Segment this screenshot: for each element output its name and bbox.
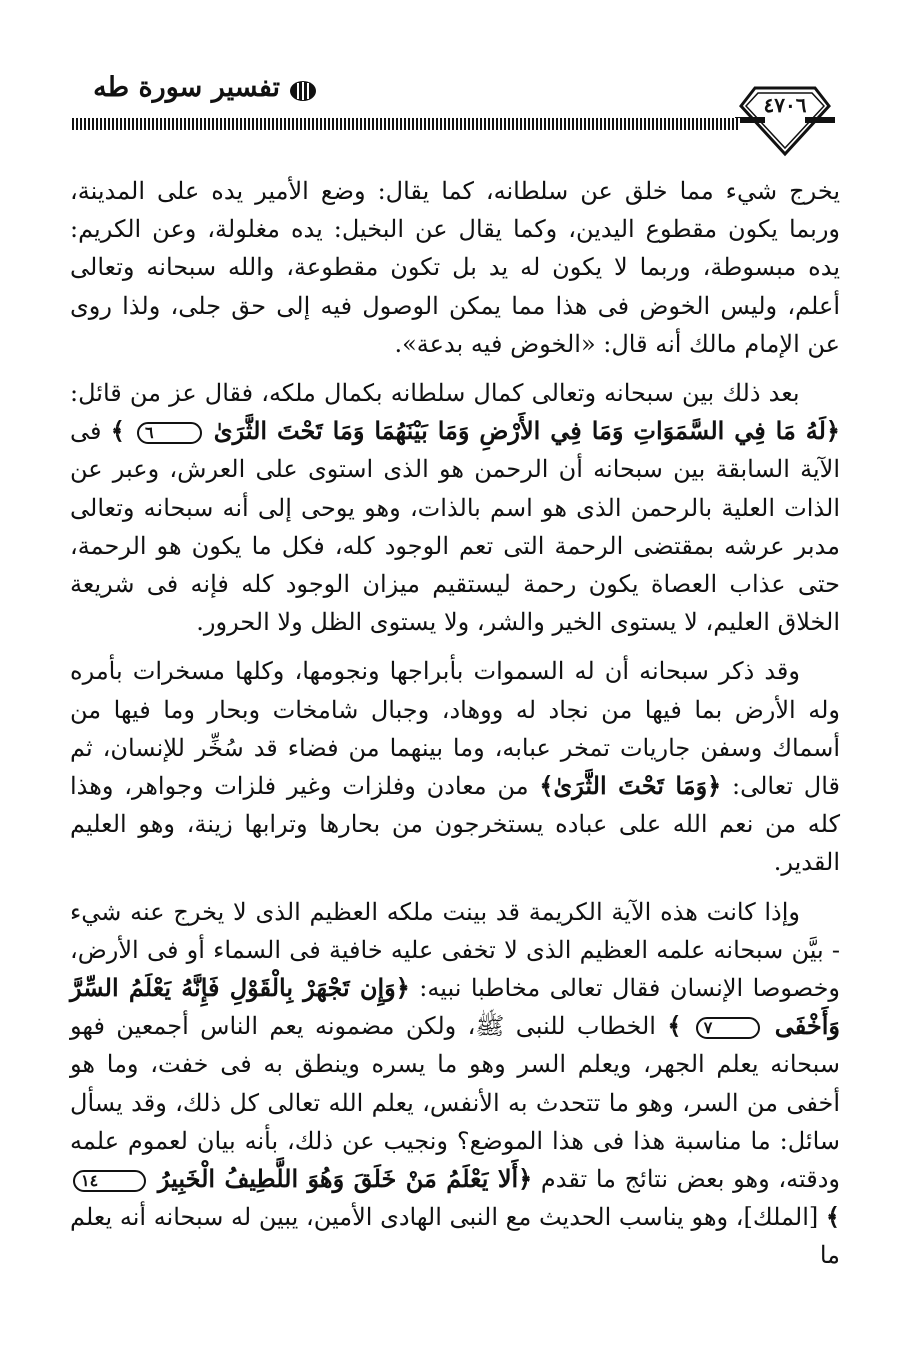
text-segment: بعد ذلك بين سبحانه وتعالى كمال سلطانه بكمال ملكه، فقال عز من قائل: bbox=[70, 379, 800, 408]
ayah-number-marker: ٦ bbox=[137, 422, 202, 444]
badge-frame-icon bbox=[735, 78, 835, 160]
page-header bbox=[0, 0, 908, 160]
paragraph-2 bbox=[70, 374, 840, 641]
text-segment: فى الآية السابقة بين سبحانه أن الرحمن هو الذى استوى على العرش، وعبر عن الذات العلية بالرحمن الذى هو اسم بالذات، وهو يوحى إلى أنه سبحانه وتعالى مدبر عرشه بمقتضى الرحمة التى تعم الوجود كله، فكل ما يكون هو الرحمة، حتى عذاب العصاة يكون رحمة ليستقيم ميزان الوجود كله فإنه فى شريعة الخلاق العليم، لا يستوى الخير والشر، ولا يستوى الظل ولا الحرور. bbox=[70, 417, 840, 637]
paragraph-3 bbox=[70, 652, 840, 881]
header-rule bbox=[72, 118, 740, 130]
body-text bbox=[70, 172, 840, 1286]
quran-verse: ﴿لَهُ مَا فِي السَّمَوَاتِ وَمَا فِي الأَرْضِ وَمَا بَيْنَهُمَا وَمَا تَحْتَ الثَّرَىٰ bbox=[213, 416, 840, 446]
ayah-number-marker: ٧ bbox=[696, 1017, 761, 1039]
page-number: ٤٧٠٦ bbox=[763, 93, 807, 117]
quran-verse: ﴿وَمَا تَحْتَ الثَّرَىٰ﴾ bbox=[539, 771, 722, 801]
text-segment: وقد ذكر سبحانه أن له السموات بأبراجها ونجومها، وكلها مسخرات بأمره وله الأرض بما فيها من نجاد له ووهاد، وجبال شامخات وبحار وما فيها من أسماك وسفن جاريات تمخر عبابه، وما بينهما من فضاء قد سُخِّر للإنسان، ثم قال تعالى: bbox=[70, 657, 840, 801]
ornament-icon bbox=[288, 80, 318, 102]
quran-bracket: ﴾ bbox=[825, 1202, 840, 1232]
text-segment: يخرج شيء مما خلق عن سلطانه، كما يقال: وضع الأمير يده على المدينة، وربما يكون مقطوع اليدين، وكما يقال عن البخيل: يده مغلولة، وعن الكريم: يده مبسوطة، وربما لا يكون له يد بل تكون مقطوعة، والله سبحانه وتعالى أعلم، وليس الخوض فى هذا مما يمكن الوصول فيه إلى حق جلى، ولذا روى عن الإمام مالك أنه قال: «الخوض فيه بدعة». bbox=[70, 177, 840, 358]
quran-verse: ﴿أَلا يَعْلَمُ مَنْ خَلَقَ وَهُوَ اللَّطِيفُ الْخَبِيرُ bbox=[157, 1164, 533, 1194]
text-segment: [الملك]، وهو يناسب الحديث مع النبى الهادى الأمين، يبين له سبحانه أنه يعلم ما bbox=[70, 1203, 840, 1270]
text-segment: الخطاب للنبى ﷺ، ولكن مضمونه يعم الناس أجمعين فهو سبحانه يعلم الجهر، ويعلم السر وهو ما يسره وينطق به فى خفت، وما هو أخفى من السر، وهو ما تتحدث به الأنفس، يعلم الله تعالى كل ذلك، وقد يسأل سائل: ما مناسبة هذا فى هذا الموضع؟ ونجيب عن ذلك، بأنه بيان لعموم علمه ودقته، وهو بعض نتائج ما تقدم bbox=[70, 1012, 840, 1194]
text-segment: من معادن وفلزات وغير فلزات وجواهر، وهذا كله من نعم الله على عباده يستخرجون من بحارها وترابها زينة، وهو العليم القدير. bbox=[70, 772, 840, 877]
paragraph-1 bbox=[70, 172, 840, 363]
quran-verse: ﴿وَإِن تَجْهَرْ بِالْقَوْلِ فَإِنَّهُ يَعْلَمُ السِّرَّ وَأَخْفَى bbox=[70, 973, 840, 1041]
text-segment: وإذا كانت هذه الآية الكريمة قد بينت ملكه العظيم الذى لا يخرج عنه شيء - بيَّن سبحانه علمه العظيم الذى لا تخفى عليه خافية فى السماء أو فى الأرض، وخصوصا الإنسان فقال تعالى مخاطبا نبيه: bbox=[70, 897, 841, 1003]
paragraph-4 bbox=[70, 893, 840, 1275]
quran-bracket: ﴾ bbox=[110, 416, 125, 446]
quran-bracket: ﴾ bbox=[667, 1011, 682, 1041]
running-title: تفسير سورة طه bbox=[93, 72, 280, 103]
ayah-number-marker: ١٤ bbox=[73, 1170, 146, 1192]
page-number-badge bbox=[735, 78, 835, 160]
